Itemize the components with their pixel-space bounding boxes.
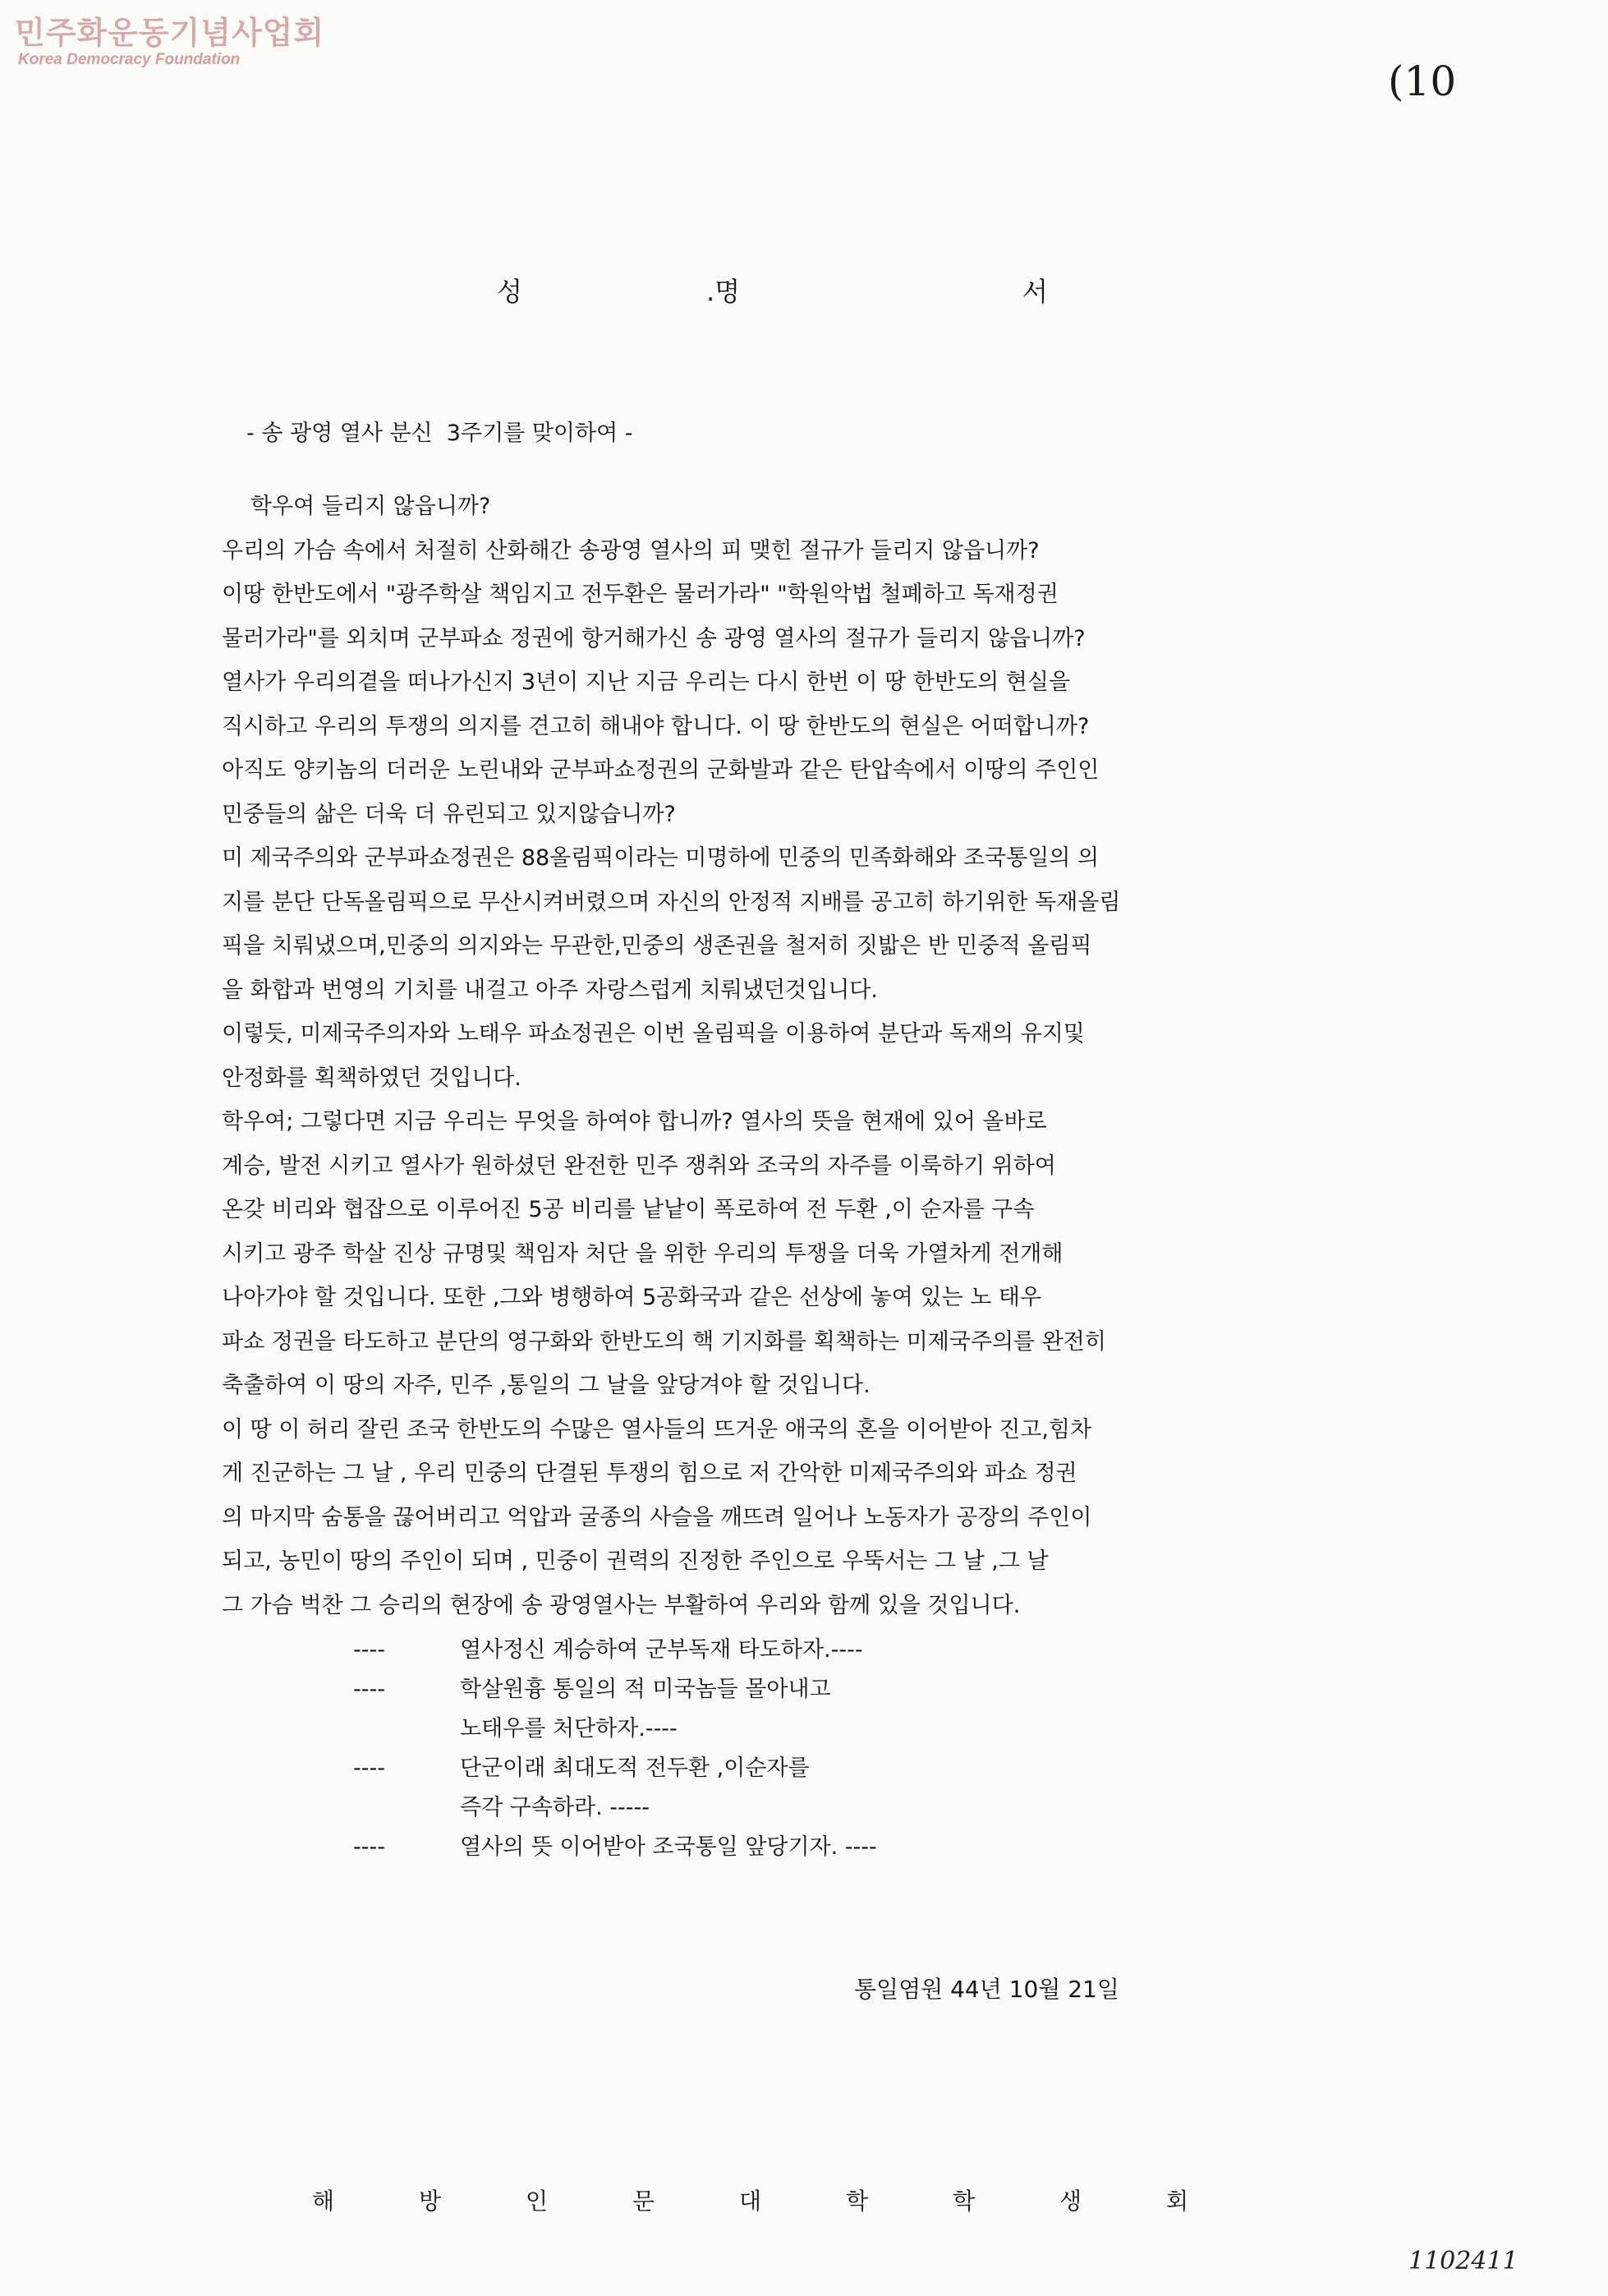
slogan-text: 열사의 뜻 이어받아 조국통일 앞당기자. ---- (460, 1834, 877, 1860)
slogan-item (353, 1749, 877, 1788)
issuer-signature (0, 2183, 1608, 2225)
slogan-item (353, 1788, 877, 1828)
document-title (0, 271, 1608, 312)
body-line: 게 진군하는 그 날 , 우리 민중의 단결된 투쟁의 힘으로 저 간악한 미제국주의와 파쇼 정권 (222, 1461, 1077, 1486)
signature-char: 회 (1166, 2188, 1189, 2215)
title-char-3: 서 (1022, 276, 1048, 307)
signature-char: 방 (419, 2188, 442, 2215)
signature-char: 대 (739, 2188, 762, 2215)
body-line: 아직도 양키놈의 더러운 노린내와 군부파쇼정권의 군화발과 같은 탄압속에서 이땅의 주인인 (222, 757, 1100, 783)
body-line: 을 화합과 번영의 기치를 내걸고 아주 자랑스럽게 치뤄냈던것입니다. (222, 977, 878, 1003)
body-line: 민중들의 삶은 더욱 더 유린되고 있지않습니까? (222, 801, 676, 827)
document-subtitle: - 송 광영 열사 분신 3주기를 맞이하여 - (246, 421, 633, 446)
signature-char: 인 (526, 2188, 549, 2215)
body-line: 의 마지막 숨통을 끊어버리고 억압과 굴종의 사슬을 깨뜨려 일어나 노동자가 공장의 주인이 (222, 1504, 1092, 1530)
title-char-1: 성 (497, 276, 522, 307)
body-line: 이땅 한반도에서 "광주학살 책임지고 전두환은 물러가라" "학원악법 철폐하고 독재정권 (222, 582, 1059, 607)
body-line: 물러가라"를 외치며 군부파쇼 정권에 항거해가신 송 광영 열사의 절규가 들리지 않읍니까? (222, 625, 1086, 651)
signature-char: 생 (1059, 2188, 1082, 2215)
body-line: 이렇듯, 미제국주의자와 노태우 파쇼정권은 이번 올림픽을 이용하여 분단과 독재의 유지및 (222, 1021, 1085, 1047)
body-line: 그 가슴 벅찬 그 승리의 현장에 송 광영열사는 부활하여 우리와 함께 있을 것입니다. (222, 1592, 1021, 1618)
body-line: 나아가야 할 것입니다. 또한 ,그와 병행하여 5공화국과 같은 선상에 놓여 있는 노 태우 (222, 1285, 1042, 1310)
body-line: 이 땅 이 허리 잘린 조국 한반도의 수많은 열사들의 뜨거운 애국의 혼을 이어받아 진고,힘차 (222, 1416, 1092, 1442)
slogan-item (353, 1709, 877, 1749)
body-line: 직시하고 우리의 투쟁의 의지를 견고히 해내야 합니다. 이 땅 한반도의 현실은 어떠합니까? (222, 713, 1090, 739)
body-line: 안정화를 획책하였던 것입니다. (222, 1065, 521, 1091)
body-line: 열사가 우리의곁을 떠나가신지 3년이 지난 지금 우리는 다시 한번 이 땅 한반도의 현실을 (222, 669, 1071, 695)
page-number: (10 (1388, 58, 1457, 105)
body-line: 계승, 발전 시키고 열사가 원하셨던 완전한 민주 쟁취와 조국의 자주를 이룩하기 위하여 (222, 1153, 1056, 1179)
slogan-text: 학살원흉 통일의 적 미국놈들 몰아내고 (460, 1677, 831, 1702)
body-line: 축출하여 이 땅의 자주, 민주 ,통일의 그 날을 앞당겨야 할 것입니다. (222, 1373, 871, 1398)
body-line: 학우여; 그렇다면 지금 우리는 무엇을 하여야 합니까? 열사의 뜻을 현재에 있어 올바로 (222, 1109, 1047, 1134)
body-line: 되고, 농민이 땅의 주인이 되며 , 민중이 권력의 진정한 주인으로 우뚝서는 그 날 ,그 날 (222, 1548, 1049, 1574)
body-line: 온갖 비리와 협잡으로 이루어진 5공 비리를 낱낱이 폭로하여 전 두환 ,이 순자를 구속 (222, 1197, 1035, 1222)
body-line: 지를 분단 단독올림픽으로 무산시켜버렸으며 자신의 안정적 지배를 공고히 하기위한 독재올림 (222, 889, 1121, 915)
slogan-text: 노태우를 처단하자.---- (460, 1716, 678, 1742)
signature-char: 학 (846, 2188, 869, 2215)
slogan-list (353, 1631, 877, 1867)
slogan-text: 단군이래 최대도적 전두환 ,이순자를 (460, 1755, 810, 1781)
slogan-item (353, 1670, 877, 1709)
body-line: 미 제국주의와 군부파쇼정권은 88올림픽이라는 미명하에 민중의 민족화해와 조국통일의 의 (222, 845, 1100, 871)
body-line: 우리의 가슴 속에서 처절히 산화해간 송광영 열사의 피 맺힌 절규가 들리지 않읍니까? (222, 537, 1040, 564)
body-line: 시키고 광주 학살 진상 규명및 책임자 처단 을 위한 우리의 투쟁을 더욱 가열차게 전개해 (222, 1240, 1064, 1267)
watermark-logo (15, 15, 324, 69)
slogan-dash: ---- (353, 1755, 385, 1781)
body-line: 학우여 들리지 않읍니까? (250, 494, 491, 519)
slogan-dash: ---- (353, 1834, 385, 1860)
body-line: 픽을 치뤄냈으며,민중의 의지와는 무관한,민중의 생존권을 철저히 짓밟은 반 민중적 올림픽 (222, 933, 1092, 959)
title-char-2: .명 (706, 276, 741, 307)
signature-char: 해 (312, 2188, 335, 2215)
slogan-text: 즉각 구속하라. ----- (460, 1795, 650, 1820)
statement-body (222, 485, 1404, 1627)
signature-char: 문 (632, 2188, 655, 2215)
archive-stamp: 1102411 (1408, 2247, 1518, 2275)
slogan-dash: ---- (353, 1677, 385, 1702)
slogan-item (353, 1828, 877, 1867)
watermark-english: Korea Democracy Foundation (18, 51, 241, 68)
watermark-korean: 민주화운동기념사업회 (15, 15, 325, 51)
slogan-dash: ---- (353, 1637, 385, 1663)
document-date: 통일염원 44년 10월 21일 (854, 1976, 1119, 2003)
slogan-text: 열사정신 계승하여 군부독재 타도하자.---- (460, 1637, 863, 1663)
slogan-item (353, 1631, 877, 1670)
signature-char: 학 (953, 2188, 976, 2215)
body-line: 파쇼 정권을 타도하고 분단의 영구화와 한반도의 핵 기지화를 획책하는 미제국주의를 완전히 (222, 1328, 1106, 1355)
